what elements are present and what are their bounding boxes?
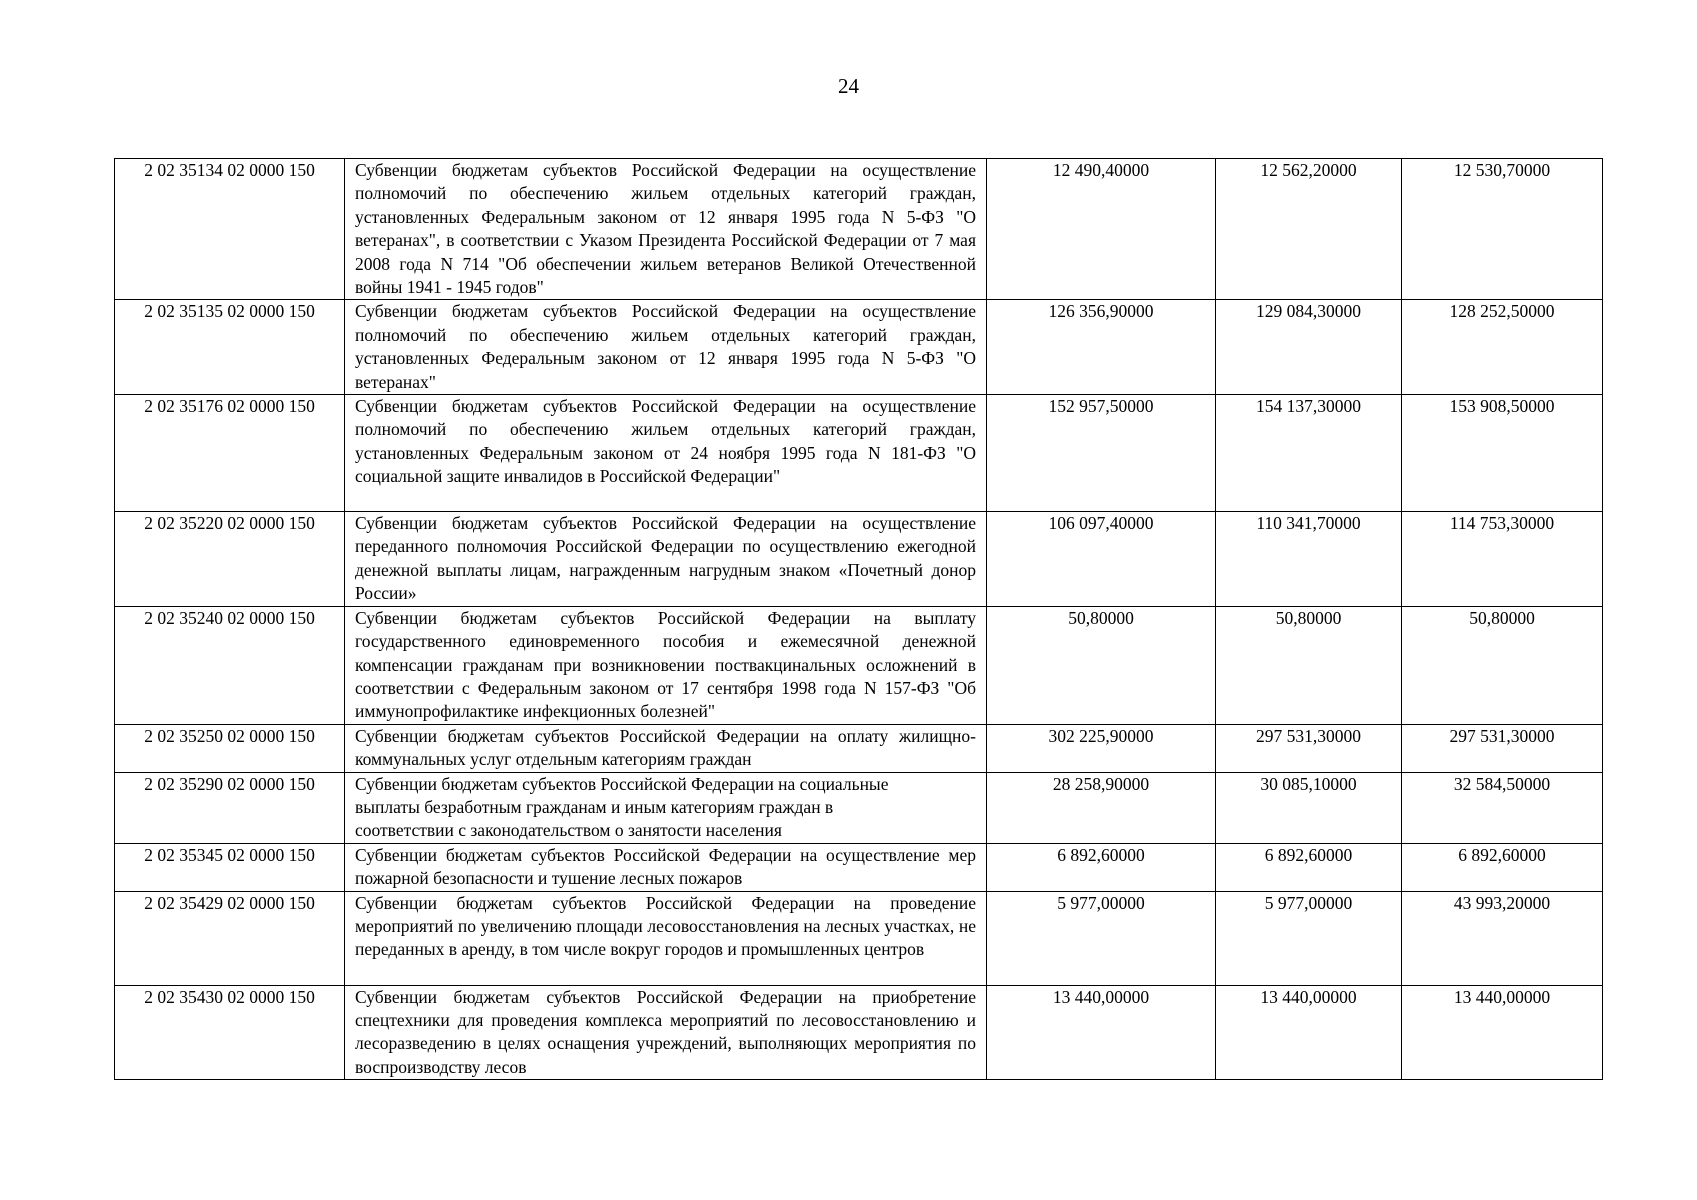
amount-year-2: 13 440,00000 [1216,985,1402,1080]
amount-year-1: 152 957,50000 [987,395,1216,512]
amount-year-2: 154 137,30000 [1216,395,1402,512]
budget-code: 2 02 35345 02 0000 150 [115,843,345,891]
budget-code: 2 02 35250 02 0000 150 [115,724,345,772]
amount-year-3: 32 584,50000 [1402,772,1603,843]
amount-year-1: 106 097,40000 [987,512,1216,607]
amount-year-1: 302 225,90000 [987,724,1216,772]
amount-year-3: 297 531,30000 [1402,724,1603,772]
row-description: Субвенции бюджетам субъектов Российской Федерации на проведение мероприятий по увеличению площади лесовосстановления на лесных участках, не переданных в аренду, в том числе вокруг городов и промышленных центров [345,891,987,985]
table-row [115,606,1603,724]
amount-year-1: 126 356,90000 [987,300,1216,395]
budget-code: 2 02 35240 02 0000 150 [115,606,345,724]
row-description: Субвенции бюджетам субъектов Российской Федерации на осуществление мер пожарной безопасности и тушение лесных пожаров [345,843,987,891]
row-description: Субвенции бюджетам субъектов Российской Федерации на осуществление полномочий по обеспечению жильем отдельных категорий граждан, установленных Федеральным законом от 12 января 1995 года N 5-ФЗ "О ветеранах" [345,300,987,395]
amount-year-1: 13 440,00000 [987,985,1216,1080]
row-description: Субвенции бюджетам субъектов Российской Федерации на социальные выплаты безработным гражданам и иным категориям граждан в соответствии с законодательством о занятости населения [345,772,987,843]
page-number: 24 [838,74,859,98]
amount-year-3: 6 892,60000 [1402,843,1603,891]
table-row [115,985,1603,1080]
amount-year-3: 50,80000 [1402,606,1603,724]
table-row [115,159,1603,300]
amount-year-3: 114 753,30000 [1402,512,1603,607]
table-row [115,891,1603,985]
row-description: Субвенции бюджетам субъектов Российской Федерации на оплату жилищно-коммунальных услуг отдельным категориям граждан [345,724,987,772]
table-row [115,724,1603,772]
row-description: Субвенции бюджетам субъектов Российской Федерации на осуществление полномочий по обеспечению жильем отдельных категорий граждан, установленных Федеральным законом от 12 января 1995 года N 5-ФЗ "О ветеранах", в соответствии с Указом Президента Российской Федерации от 7 мая 2008 года N 714 "Об обеспечении жильем ветеранов Великой Отечественной войны 1941 - 1945 годов" [345,159,987,300]
amount-year-3: 128 252,50000 [1402,300,1603,395]
amount-year-1: 5 977,00000 [987,891,1216,985]
budget-code: 2 02 35429 02 0000 150 [115,891,345,985]
amount-year-2: 110 341,70000 [1216,512,1402,607]
table-row [115,843,1603,891]
amount-year-2: 5 977,00000 [1216,891,1402,985]
budget-code: 2 02 35135 02 0000 150 [115,300,345,395]
amount-year-2: 50,80000 [1216,606,1402,724]
budget-code: 2 02 35290 02 0000 150 [115,772,345,843]
amount-year-1: 50,80000 [987,606,1216,724]
row-description: Субвенции бюджетам субъектов Российской Федерации на осуществление полномочий по обеспечению жильем отдельных категорий граждан, установленных Федеральным законом от 24 ноября 1995 года N 181-ФЗ "О социальной защите инвалидов в Российской Федерации" [345,395,987,512]
amount-year-3: 43 993,20000 [1402,891,1603,985]
amount-year-3: 153 908,50000 [1402,395,1603,512]
amount-year-3: 12 530,70000 [1402,159,1603,300]
budget-code: 2 02 35134 02 0000 150 [115,159,345,300]
budget-table [114,158,1603,1080]
table-row [115,512,1603,607]
table-row [115,772,1603,843]
amount-year-2: 12 562,20000 [1216,159,1402,300]
row-description: Субвенции бюджетам субъектов Российской Федерации на осуществление переданного полномочия Российской Федерации по осуществлению ежегодной денежной выплаты лицам, награжденным нагрудным знаком «Почетный донор России» [345,512,987,607]
amount-year-2: 30 085,10000 [1216,772,1402,843]
amount-year-3: 13 440,00000 [1402,985,1603,1080]
budget-code: 2 02 35176 02 0000 150 [115,395,345,512]
row-description: Субвенции бюджетам субъектов Российской Федерации на приобретение спецтехники для проведения комплекса мероприятий по лесовосстановлению и лесоразведению в целях оснащения учреждений, выполняющих мероприятия по воспроизводству лесов [345,985,987,1080]
amount-year-1: 6 892,60000 [987,843,1216,891]
row-description: Субвенции бюджетам субъектов Российской Федерации на выплату государственного единовременного пособия и ежемесячной денежной компенсации гражданам при возникновении поствакцинальных осложнений в соответствии с Федеральным законом от 17 сентября 1998 года N 157-ФЗ "Об иммунопрофилактике инфекционных болезней" [345,606,987,724]
amount-year-1: 12 490,40000 [987,159,1216,300]
table-row [115,300,1603,395]
budget-code: 2 02 35220 02 0000 150 [115,512,345,607]
budget-code: 2 02 35430 02 0000 150 [115,985,345,1080]
amount-year-1: 28 258,90000 [987,772,1216,843]
amount-year-2: 6 892,60000 [1216,843,1402,891]
table-row [115,395,1603,512]
amount-year-2: 297 531,30000 [1216,724,1402,772]
amount-year-2: 129 084,30000 [1216,300,1402,395]
